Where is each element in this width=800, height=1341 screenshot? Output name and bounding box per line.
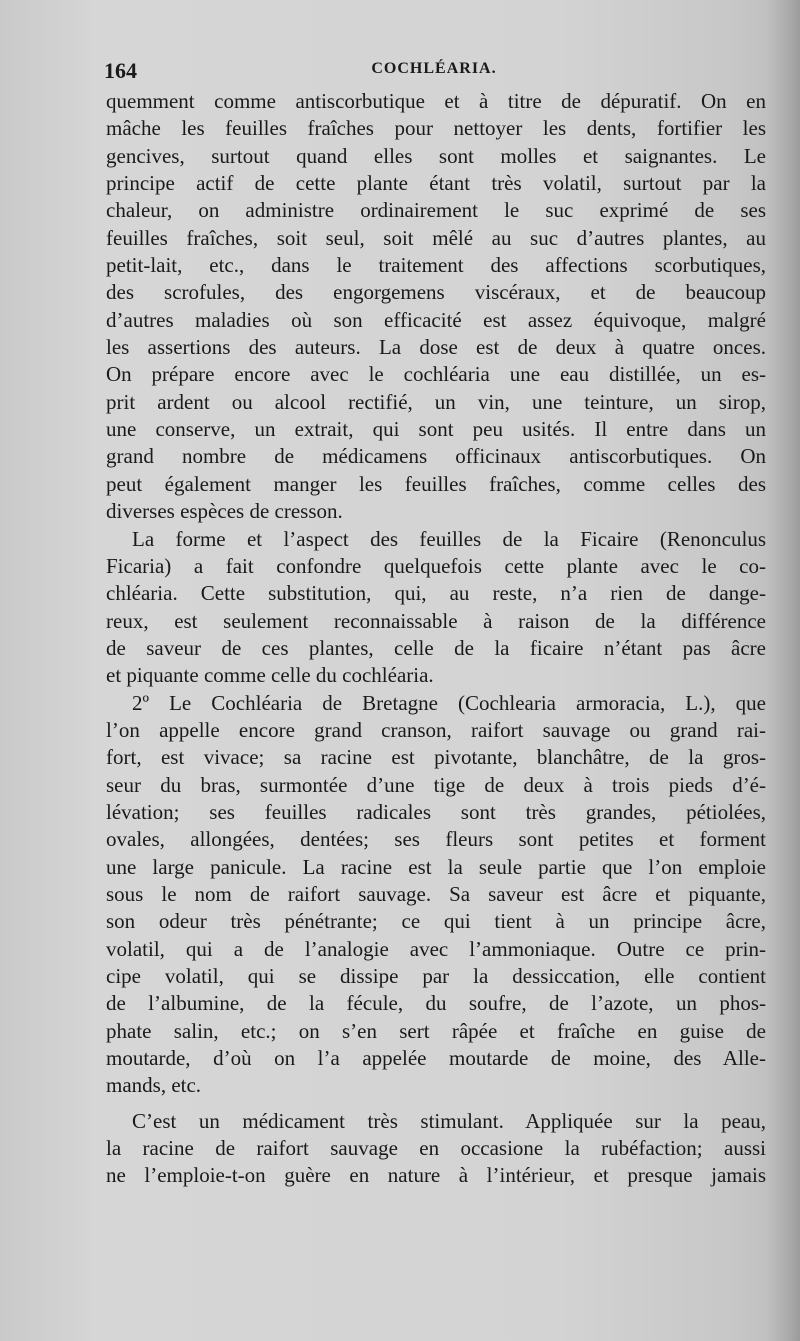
- text-line: seur du bras, surmontée d’une tige de deux à trois pieds d’é-: [106, 772, 766, 797]
- text-line: de l’albumine, de la fécule, du soufre, de l’azote, un phos-: [106, 991, 766, 1016]
- text-line: La forme et l’aspect des feuilles de la Ficaire (Renonculus: [132, 526, 766, 551]
- text-line: chaleur, on administre ordinairement le suc exprimé de ses: [106, 198, 766, 223]
- text-line: diverses espèces de cresson.: [106, 499, 343, 524]
- text-line: C’est un médicament très stimulant. Appliquée sur la peau,: [132, 1108, 766, 1133]
- text-line: principe actif de cette plante étant très volatil, surtout par la: [106, 171, 766, 196]
- text-line: la racine de raifort sauvage en occasione la rubéfaction; aussi: [106, 1136, 766, 1161]
- text-line: de saveur de ces plantes, celle de la ficaire n’étant pas âcre: [106, 635, 766, 660]
- text-line: mâche les feuilles fraîches pour nettoyer les dents, fortifier les: [106, 116, 766, 141]
- text-line: moutarde, d’où on l’a appelée moutarde de moine, des Alle-: [106, 1046, 766, 1071]
- page-header: [104, 58, 764, 88]
- body-text: [106, 88, 766, 1190]
- text-line: ne l’emploie-t-on guère en nature à l’intérieur, et presque jamais: [106, 1163, 766, 1188]
- page-edge-shadow: [766, 0, 800, 1341]
- text-line: une large panicule. La racine est la seule partie que l’on emploie: [106, 854, 766, 879]
- text-line: peut également manger les feuilles fraîches, comme celles des: [106, 471, 766, 496]
- text-line: et piquante comme celle du cochléaria.: [106, 663, 434, 688]
- text-line: Ficaria) a fait confondre quelquefois cette plante avec le co-: [106, 553, 766, 578]
- paragraph-3: [106, 690, 766, 1100]
- text-line: des scrofules, des engorgemens viscéraux, et de beaucoup: [106, 280, 766, 305]
- text-line: une conserve, un extrait, qui sont peu usités. Il entre dans un: [106, 417, 766, 442]
- text-line: d’autres maladies où son efficacité est assez équivoque, malgré: [106, 307, 766, 332]
- text-line: volatil, qui a de l’analogie avec l’ammoniaque. Outre ce prin-: [106, 936, 766, 961]
- text-line: phate salin, etc.; on s’en sert râpée et fraîche en guise de: [106, 1018, 766, 1043]
- text-line: On prépare encore avec le cochléaria une eau distillée, un es-: [106, 362, 766, 387]
- text-line: feuilles fraîches, soit seul, soit mêlé au suc d’autres plantes, au: [106, 225, 766, 250]
- text-line: prit ardent ou alcool rectifié, un vin, une teinture, un sirop,: [106, 389, 766, 414]
- text-line: fort, est vivace; sa racine est pivotante, blanchâtre, de la gros-: [106, 745, 766, 770]
- text-line: ovales, allongées, dentées; ses fleurs sont petites et forment: [106, 827, 766, 852]
- page-number: 164: [104, 58, 137, 83]
- text-line: l’on appelle encore grand cranson, raifort sauvage ou grand rai-: [106, 717, 766, 742]
- text-line: 2º Le Cochléaria de Bretagne (Cochlearia armoracia, L.), que: [132, 690, 766, 715]
- text-line: reux, est seulement reconnaissable à raison de la différence: [106, 608, 766, 633]
- text-line: gencives, surtout quand elles sont molles et saignantes. Le: [106, 143, 766, 168]
- paragraph-2: [106, 526, 766, 690]
- running-head: COCHLÉARIA.: [371, 60, 497, 77]
- text-line: quemment comme antiscorbutique et à titre de dépuratif. On en: [106, 89, 766, 113]
- text-line: grand nombre de médicamens officinaux antiscorbutiques. On: [106, 444, 766, 469]
- text-line: chléaria. Cette substitution, qui, au reste, n’a rien de dange-: [106, 581, 766, 606]
- paragraph-1: [106, 88, 766, 526]
- text-line: les assertions des auteurs. La dose est de deux à quatre onces.: [106, 335, 766, 360]
- text-line: sous le nom de raifort sauvage. Sa saveur est âcre et piquante,: [106, 881, 766, 906]
- text-line: son odeur très pénétrante; ce qui tient à un principe âcre,: [106, 909, 766, 934]
- paragraph-4: [106, 1108, 766, 1190]
- text-line: lévation; ses feuilles radicales sont très grandes, pétiolées,: [106, 799, 766, 824]
- text-line: petit-lait, etc., dans le traitement des affections scorbutiques,: [106, 253, 766, 278]
- text-line: cipe volatil, qui se dissipe par la dessiccation, elle contient: [106, 964, 766, 988]
- text-line: mands, etc.: [106, 1073, 202, 1098]
